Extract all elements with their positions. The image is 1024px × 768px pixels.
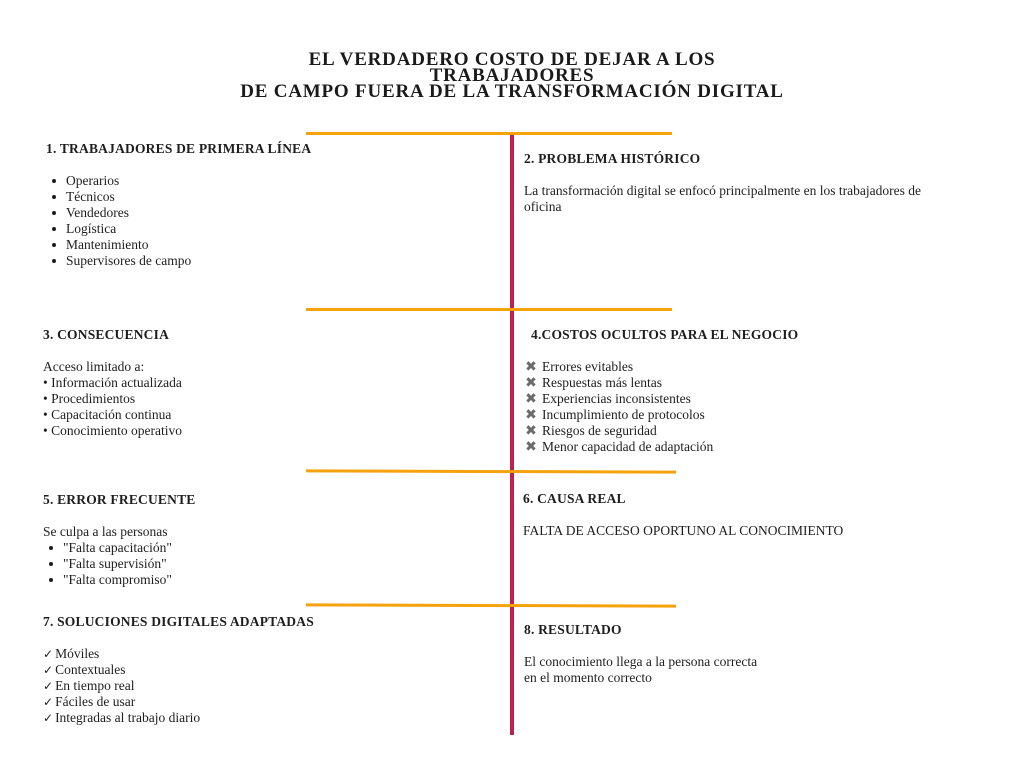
section-real-cause	[523, 491, 843, 539]
bullet-icon	[52, 227, 56, 231]
cross-icon: ✖	[525, 407, 537, 423]
list-item: Vendedores	[46, 205, 311, 221]
cross-icon: ✖	[525, 439, 537, 455]
section-heading: 6. CAUSA REAL	[523, 491, 626, 506]
check-icon: ✓	[43, 679, 54, 693]
list-item: Técnicos	[46, 189, 311, 205]
bullet-icon	[52, 243, 56, 247]
title-line-3: DE CAMPO FUERA DE LA TRANSFORMACIÓN DIGITAL	[240, 81, 784, 102]
timeline-vertical-line	[510, 135, 514, 735]
section-frontline-workers	[46, 141, 311, 269]
list-item: "Falta capacitación"	[43, 540, 196, 556]
section-text-line: FALTA DE ACCESO OPORTUNO AL CONOCIMIENTO	[523, 523, 844, 538]
blame-list	[43, 540, 196, 588]
list-item: ✓ Contextuales	[43, 662, 126, 677]
page-title	[150, 49, 874, 102]
section-heading: 3. CONSECUENCIA	[43, 327, 170, 342]
cost-list	[524, 359, 798, 455]
section-digital-solutions	[43, 614, 314, 726]
section-result	[524, 622, 757, 686]
cross-icon: ✖	[525, 375, 537, 391]
list-item: Operarios	[46, 173, 311, 189]
bullet-icon	[52, 211, 56, 215]
list-item: ✓ En tiempo real	[43, 678, 135, 693]
list-item: ✓ Integradas al trabajo diario	[43, 710, 201, 725]
list-item: ✖ Menor capacidad de adaptación	[525, 439, 714, 455]
section-heading: 1. TRABAJADORES DE PRIMERA LÍNEA	[46, 141, 312, 156]
check-icon: ✓	[43, 711, 54, 725]
section-heading: 8. RESULTADO	[524, 622, 622, 637]
solutions-list	[43, 646, 314, 726]
list-item: "Falta supervisión"	[43, 556, 196, 572]
list-item: ✓ Móviles	[43, 646, 100, 661]
bullet-icon	[49, 578, 53, 582]
access-list	[43, 375, 182, 439]
section-text-line: en el momento correcto	[524, 670, 652, 685]
list-item: • Conocimiento operativo	[43, 423, 182, 438]
list-item: "Falta compromiso"	[43, 572, 196, 588]
title-line-2: TRABAJADORES	[429, 65, 595, 86]
list-item: ✖ Experiencias inconsistentes	[525, 391, 691, 407]
divider-line-3	[306, 469, 676, 473]
bullet-icon	[49, 546, 53, 550]
cross-icon: ✖	[525, 391, 537, 407]
divider-line-1	[306, 132, 672, 135]
section-heading: 2. PROBLEMA HISTÓRICO	[524, 151, 701, 166]
list-item: Logística	[46, 221, 311, 237]
title-line-1: EL VERDADERO COSTO DE DEJAR A LOS	[308, 49, 716, 70]
cross-icon: ✖	[525, 423, 537, 439]
section-heading: 7. SOLUCIONES DIGITALES ADAPTADAS	[43, 614, 314, 629]
bullet-icon	[52, 259, 56, 263]
check-icon: ✓	[43, 647, 54, 661]
divider-line-4	[306, 603, 676, 607]
cross-icon: ✖	[525, 359, 537, 375]
list-item: Supervisores de campo	[46, 253, 311, 269]
section-frequent-error	[43, 492, 196, 588]
list-item: ✖ Errores evitables	[525, 359, 634, 375]
section-text-line: El conocimiento llega a la persona correcta	[524, 654, 758, 669]
section-historical-problem	[524, 151, 921, 215]
section-hidden-costs	[525, 327, 799, 455]
section-consequence	[43, 327, 182, 439]
bullet-icon	[52, 195, 56, 199]
list-item: • Información actualizada	[43, 375, 182, 390]
section-text-line: La transformación digital se enfocó principalmente en los trabajadores de	[524, 183, 921, 198]
list-item: • Procedimientos	[43, 391, 136, 406]
worker-list	[46, 173, 311, 269]
list-item: • Capacitación continua	[43, 407, 172, 422]
list-item: ✖ Riesgos de seguridad	[525, 423, 657, 439]
list-item: ✓ Fáciles de usar	[43, 694, 136, 709]
section-heading: 4.COSTOS OCULTOS PARA EL NEGOCIO	[531, 327, 799, 342]
section-intro: Acceso limitado a:	[43, 359, 145, 374]
section-intro: Se culpa a las personas	[43, 524, 168, 539]
list-item: ✖ Incumplimiento de protocolos	[525, 407, 705, 423]
bullet-icon	[52, 179, 56, 183]
check-icon: ✓	[43, 695, 54, 709]
list-item: Mantenimiento	[46, 237, 311, 253]
check-icon: ✓	[43, 663, 54, 677]
list-item: ✖ Respuestas más lentas	[525, 375, 662, 391]
section-heading: 5. ERROR FRECUENTE	[43, 492, 196, 507]
divider-line-2	[306, 308, 672, 311]
bullet-icon	[49, 562, 53, 566]
section-text-line: oficina	[524, 199, 562, 214]
